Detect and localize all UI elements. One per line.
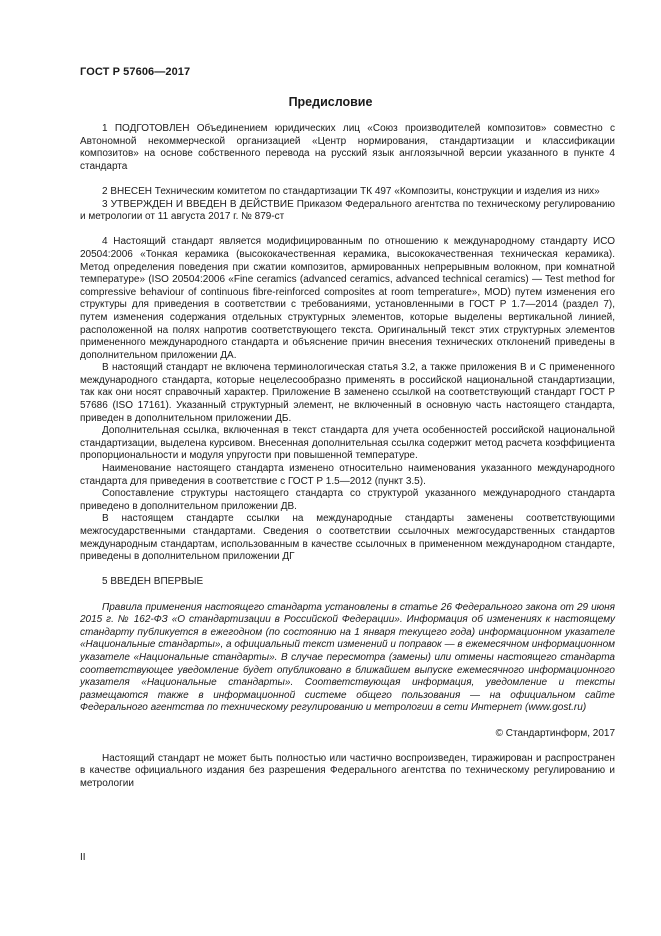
paragraph-approved: 3 УТВЕРЖДЕН И ВВЕДЕН В ДЕЙСТВИЕ Приказом Федерального агентства по техническому регулированию и метрологии от 11 августа 2017 г. № 879-ст	[80, 198, 615, 223]
paragraph-submitted-by: 2 ВНЕСЕН Техническим комитетом по стандартизации ТК 497 «Композиты, конструкции и изделия из них»	[102, 185, 600, 197]
paragraph-reproduction-notice: Настоящий стандарт не может быть полностью или частично воспроизведен, тиражирован и распространен в качестве официального издания без разрешения Федерального агентства по техническому регулированию и метрологии	[80, 752, 615, 789]
paragraph-title-change: Наименование настоящего стандарта изменено относительно наименования указанного международного стандарта для приведения в соответствие с ГОСТ Р 1.5—2012 (пункт 3.5).	[80, 463, 615, 487]
paragraph-excluded-terms: В настоящий стандарт не включена терминологическая статья 3.2, а также приложения В и С примененного международного стандарта, которые нецелесообразно применять в российской национальной стандартизации, так как они носят справочный характер. Приложение В заменено ссылкой на соответствующий стандарт ГОСТ Р 57686 (ISO 17161). Указанный структурный элемент, не включенный в основную часть настоящего стандарта, приведен в дополнительном приложении ДБ.	[80, 362, 615, 424]
paragraph-structure-comparison: Сопоставление структуры настоящего стандарта со структурой указанного международного стандарта приведено в дополнительном приложении ДВ.	[80, 488, 615, 512]
paragraph-prepared-by: 1 ПОДГОТОВЛЕН Объединением юридических лиц «Союз производителей композитов» совместно с Автономной некоммерческой организацией «Центр нормирования, стандартизации и классификации композитов» на основе собственного перевода на русский язык англоязычной версии указанного в пункте 4 стандарта	[80, 123, 615, 172]
document-code-header: ГОСТ Р 57606—2017	[80, 66, 191, 78]
paragraph-introduced-first: 5 ВВЕДЕН ВПЕРВЫЕ	[102, 576, 204, 588]
paragraph-references-replaced: В настоящем стандарте ссылки на международные стандарты заменены соответствующими межгосударственными стандартами. Сведения о соответствии ссылочных межгосударственных стандартов международным стандартам, использованным в качестве ссылочных в примененном международном стандарте, приведены в дополнительном приложении ДГ	[80, 513, 615, 563]
page-number: II	[80, 852, 86, 863]
foreword-body	[80, 123, 615, 790]
copyright-notice: © Стандартинформ, 2017	[495, 727, 615, 739]
paragraph-application-rules: Правила применения настоящего стандарта установлены в статье 26 Федерального закона от 29 июня 2015 г. № 162-ФЗ «О стандартизации в Российской Федерации». Информация об изменениях к настоящему стандарту публикуется в ежегодном (по состоянию на 1 января текущего года) информационном указателе «Национальные стандарты», а официальный текст изменений и поправок — в ежемесячном информационном указателе «Национальные стандарты». В случае пересмотра (замены) или отмены настоящего стандарта соответствующее уведомление будет опубликовано в ближайшем выпуске ежемесячного информационного указателя «Национальные стандарты». Соответствующая информация, уведомление и тексты размещаются также в информационной системе общего пользования — на официальном сайте Федерального агентства по техническому регулированию и метрологии в сети Интернет (www.gost.ru)	[80, 601, 615, 714]
page-title: Предисловие	[288, 95, 373, 109]
paragraph-modification: 4 Настоящий стандарт является модифицированным по отношению к международному стандарту ИСО 20504:2006 «Тонкая керамика (высококачественная керамика, высококачественная техническая керамика). Метод определения поведения при сжатии композитов, армированных непрерывным волокном, при комнатной температуре» (ISO 20504:2006 «Fine ceramics (advanced ceramics, advanced technical ceramics) — Test method for compressive behaviour of continuous fibre-reinforced composites at room temperature», MOD) путем изменения его структуры для приведения в соответствии с требованиями, установленными в ГОСТ Р 1.7—2014 (раздел 7), путем изменения содержания отдельных структурных элементов, которые выделены вертикальной линией, расположенной на полях напротив соответствующего текста. Оригинальный текст этих структурных элементов примененного международного стандарта и объяснение причин внесения технических отклонений приведены в дополнительном приложении ДА.	[80, 236, 615, 361]
paragraph-additional-reference: Дополнительная ссылка, включенная в текст стандарта для учета особенностей российской национальной стандартизации, выделена курсивом. Внесенная дополнительная ссылка содержит метод расчета коэффициента пропорциональности и модуля упругости при повышенной температуре.	[80, 425, 615, 462]
